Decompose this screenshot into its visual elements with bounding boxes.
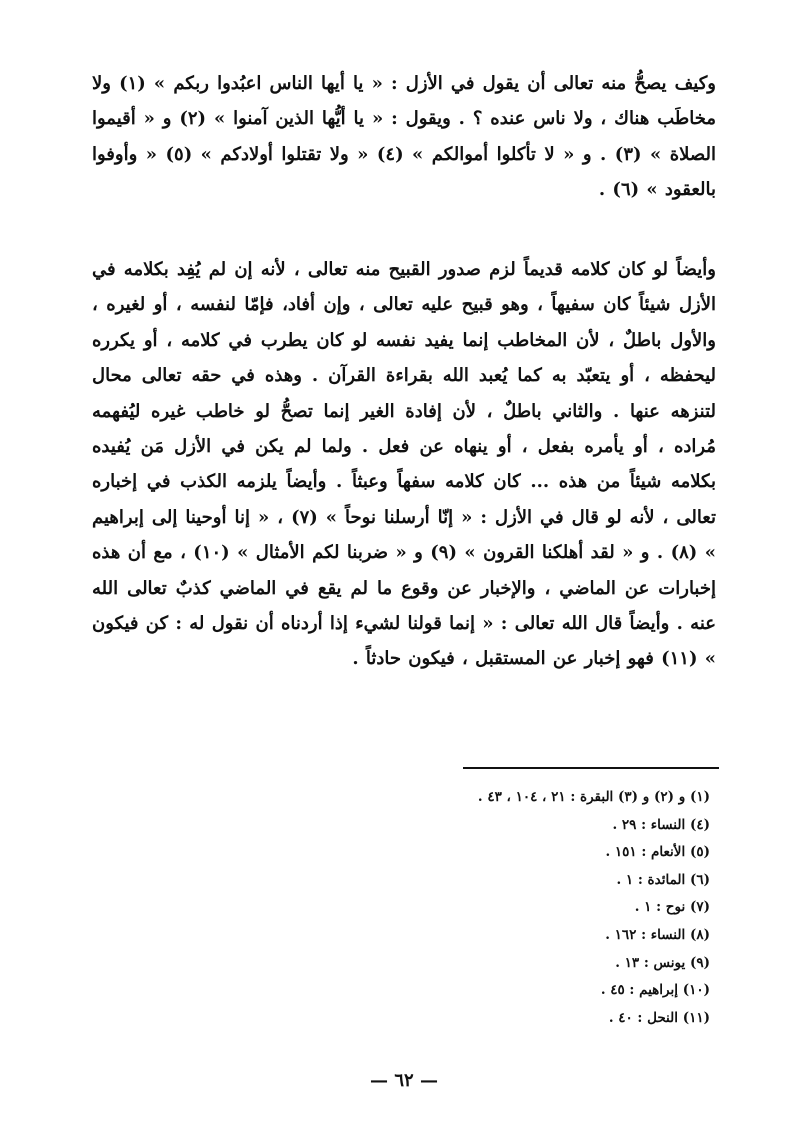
page-number: — ٦٢ — bbox=[370, 1070, 438, 1091]
footnote-6: (٨) النساء : ١٦٢ . bbox=[605, 926, 710, 943]
body-paragraph-1: وكيف يصحُّ منه تعالى أن يقول في الأزل : « يا أيها الناس اعبُدوا ربكم » (١) ولا مخاطَب هناك ، ولا ناس عنده ؟ . ويقول : « يا أيُّها الذين آمنوا » (٢) و « أقيموا الصلاة » (٣) . و « لا تأكلوا أموالكم » (٤) « ولا تقتلوا أولادكم » (٥) « وأوفوا بالعقود » (٦) . bbox=[92, 73, 716, 201]
footnote-7: (٩) يونس : ١٣ . bbox=[615, 954, 710, 971]
footnote-3: (٥) الأنعام : ١٥١ . bbox=[605, 844, 710, 861]
footnote-8: (١٠) إبراهيم : ٤٥ . bbox=[600, 982, 710, 999]
footnotes-list bbox=[290, 784, 710, 1032]
footnote-1: (١) و (٢) و (٣) البقرة : ٢١ ، ١٠٤ ، ٤٣ . bbox=[477, 789, 710, 805]
footnote-4: (٦) المائدة : ١ . bbox=[616, 871, 710, 888]
body-paragraph-2: وأيضاً لو كان كلامه قديماً لزم صدور القبيح منه تعالى ، لأنه إن لم يُفِد بكلامه في الأزل شيئاً كان سفيهاً ، وهو قبيح عليه تعالى ، وإن أفاد، فإمّا لنفسه ، أو لغيره ، والأول باطلٌ ، لأن المخاطب إنما يفيد نفسه لو كان يطرب في كلامه ، أو يكرره ليحفظه ، أو يتعبّد به كما يُعبد الله بقراءة القرآن . وهذه في حقه تعالى محال لتنزهه عنها . والثاني باطلٌ ، لأن إفادة الغير إنما تصحُّ لو خاطب غيره ليُفهمه مُراده ، أو يأمره بفعل ، أو ينهاه عن فعل . ولما لم يكن في الأزل مَن يُفيده بكلامه شيئاً من هذه ... كان كلامه سفهاً وعبثاً . وأيضاً يلزمه الكذب في إخباره تعالى ، لأنه لو قال في الأزل : « إنّا أرسلنا نوحاً » (٧) ، « إنا أوحينا إلى إبراهيم » (٨) . و « لقد أهلكنا القرون » (٩) و « ضربنا لكم الأمثال » (١٠) ، مع أن هذه إخبارات عن الماضي ، والإخبار عن وقوع ما لم يقع في الماضي كذبٌ تعالى الله عنه . وأيضاً قال الله تعالى : « إنما قولنا لشيء إذا أردناه أن نقول له : كن فيكون » (١١) فهو إخبار عن المستقبل ، فيكون حادثاً . bbox=[92, 259, 716, 670]
footnote-separator bbox=[463, 767, 719, 769]
footnote-2: (٤) النساء : ٢٩ . bbox=[612, 816, 710, 833]
footnote-5: (٧) نوح : ١ . bbox=[634, 899, 710, 916]
footnote-9: (١١) النحل : ٤٠ . bbox=[608, 1009, 710, 1026]
